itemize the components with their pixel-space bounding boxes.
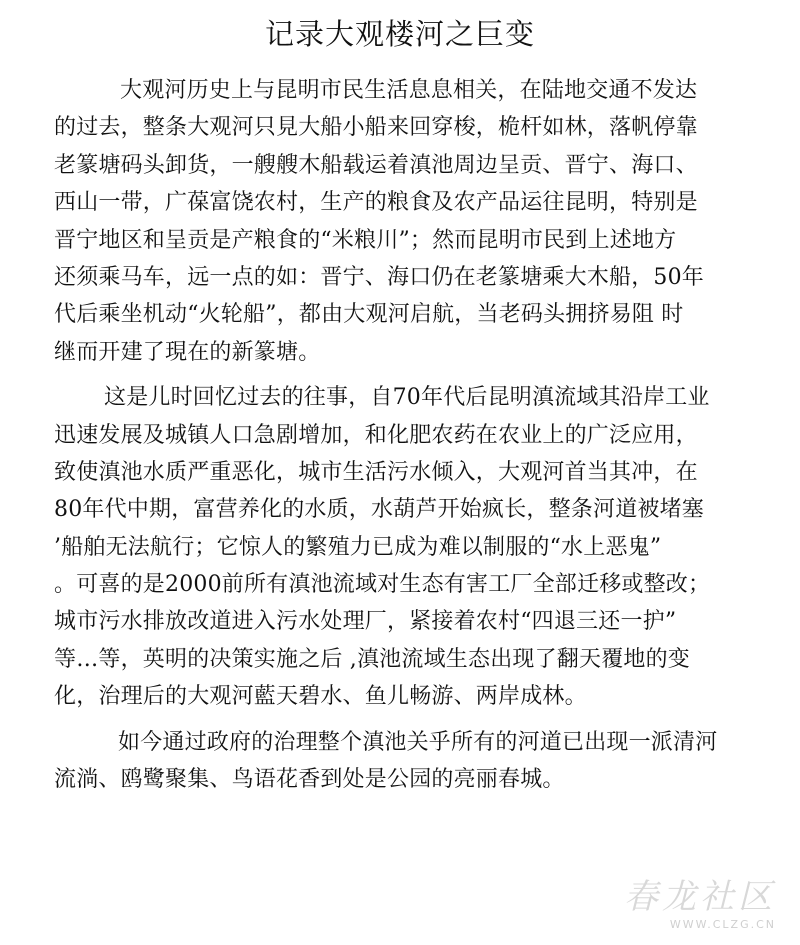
text-line: 大观河历史上与昆明市民生活息息相关，在陆地交通不发达 <box>120 78 698 103</box>
text-line: 迅速发展及城镇人口急剧增加，和化肥农药在农业上的广泛应用， <box>54 422 698 448</box>
text-line: 晋宁地区和呈贡是产粮食的“米粮川”；然而昆明市民到上述地方 <box>54 227 677 253</box>
text-line: 这是儿时回忆过去的往事，自70年代后昆明滇流域其沿岸工业 <box>104 385 710 411</box>
text-line: 城市污水排放改道进入污水处理厂，紧接着农村“四退三还一护” <box>54 609 677 635</box>
article-body <box>54 72 774 798</box>
text-line: 还须乘马车，远一点的如：晋宁、海口仍在老篆塘乘大木船，50年 <box>54 264 704 290</box>
text-line: 西山一带，广葆富饶农村，生产的粮食及农产品运往昆明，特别是 <box>54 190 698 216</box>
text-line: ’船舶无法航行；它惊人的繁殖力已成为难以制服的“水上恶鬼” <box>54 534 662 560</box>
text-line: 80年代中期，富营养化的水质，水葫芦开始疯长，整条河道被堵塞 <box>54 497 704 523</box>
paragraph-3 <box>54 724 774 799</box>
text-line: 如今通过政府的治理整个滇池关乎所有的河道已出现一派清河 <box>118 729 718 755</box>
text-line: 代后乘坐机动“火轮船”，都由大观河启航，当老码头拥挤易阻 时 <box>54 302 684 328</box>
site-watermark <box>612 867 782 937</box>
text-line: 等…等，英明的决策实施之后 ,滇池流域生态出现了翻天覆地的变 <box>54 646 690 672</box>
page-title: 记录大观楼河之巨变 <box>264 17 535 51</box>
text-line: 老篆塘码头卸货，一艘艘木船载运着滇池周边呈贡、晋宁、海口、 <box>54 152 698 178</box>
text-line: 化，治理后的大观河藍天碧水、鱼儿畅游、两岸成林。 <box>54 684 587 710</box>
watermark-url: WWW.CLZG.CN <box>669 918 776 931</box>
paragraph-2 <box>54 379 774 716</box>
text-line: 的过去，整条大观河只見大船小船来回穿梭，桅杆如林，落帆停靠 <box>54 115 698 141</box>
text-line: 致使滇池水质严重恶化，城市生活污水倾入，大观河首当其冲，在 <box>54 459 698 485</box>
text-line: 。可喜的是2000前所有滇池流域对生态有害工厂全部迁移或整改； <box>54 572 711 598</box>
text-line: 继而开建了現在的新篆塘。 <box>54 339 321 365</box>
text-line: 流淌、鸥鹭聚集、鸟语花香到处是公园的亮丽春城。 <box>54 767 565 793</box>
watermark-logo-text: 春龙社区 <box>624 877 776 917</box>
paragraph-1 <box>54 72 774 371</box>
